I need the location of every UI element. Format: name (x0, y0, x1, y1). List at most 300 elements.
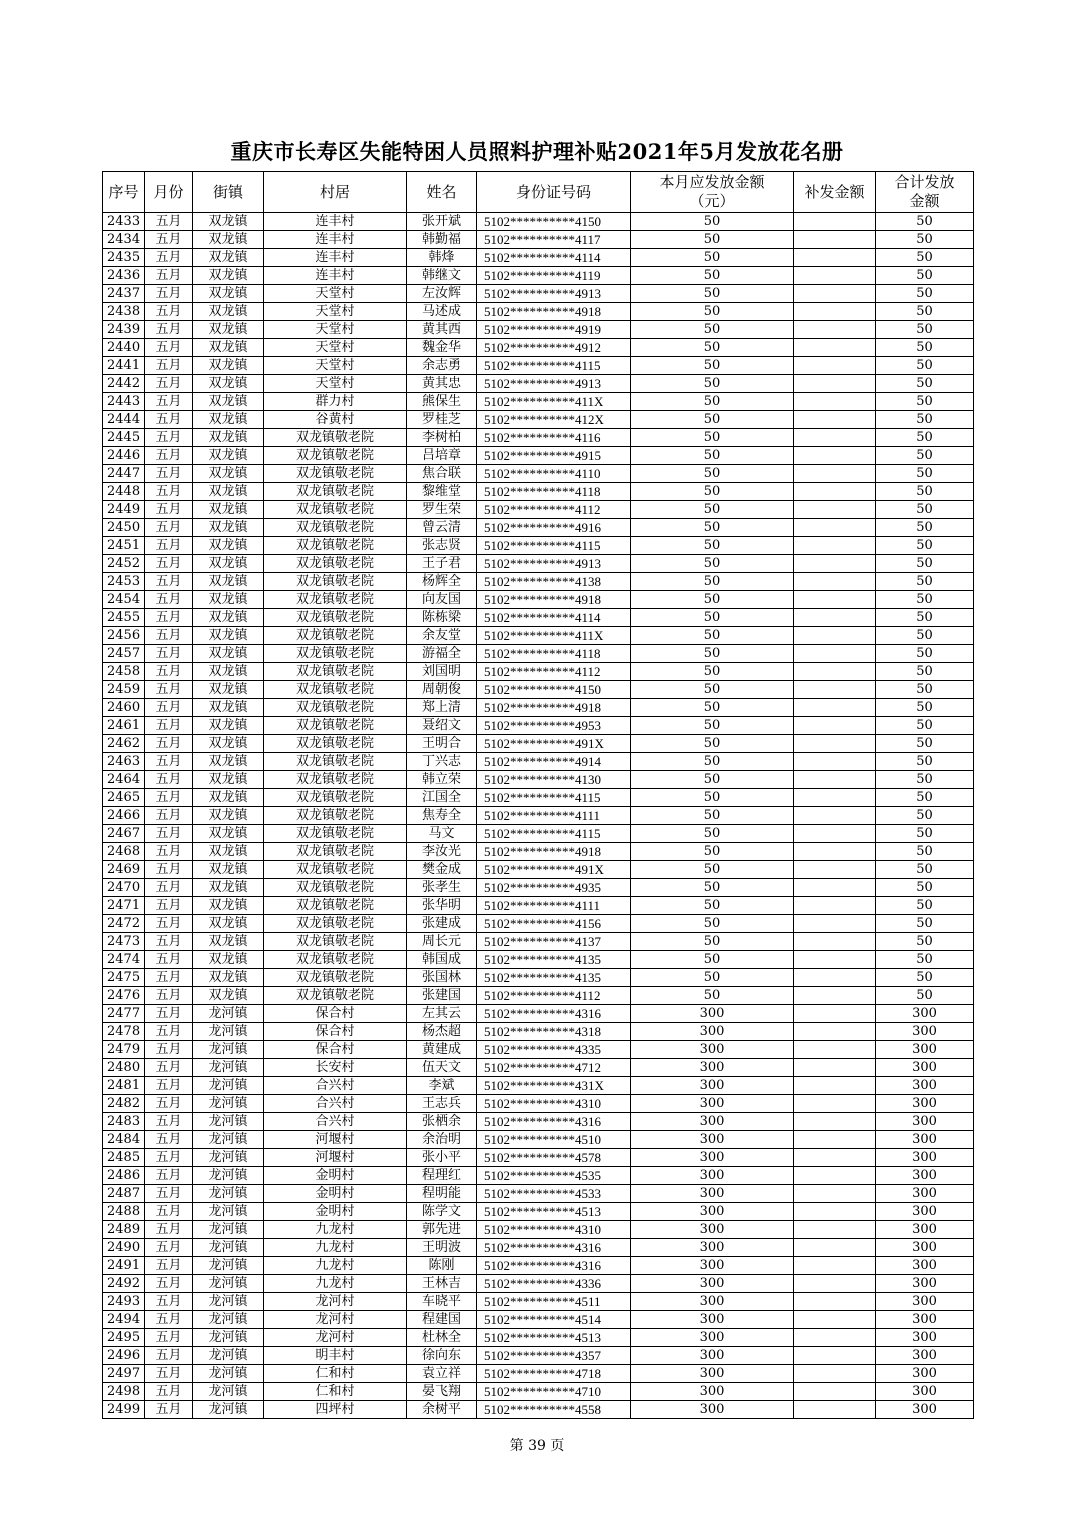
cell-name: 张志贤 (407, 537, 477, 555)
cell-amount: 50 (631, 573, 794, 591)
cell-month: 五月 (145, 1113, 193, 1131)
cell-month: 五月 (145, 1023, 193, 1041)
cell-amount: 50 (631, 249, 794, 267)
cell-id: 5102**********412X (477, 411, 631, 429)
cell-village: 九龙村 (264, 1257, 407, 1275)
cell-total: 50 (876, 249, 974, 267)
cell-seq: 2481 (103, 1077, 145, 1095)
cell-seq: 2478 (103, 1023, 145, 1041)
cell-total: 300 (876, 1023, 974, 1041)
cell-id: 5102**********4112 (477, 663, 631, 681)
cell-name: 丁兴志 (407, 753, 477, 771)
cell-month: 五月 (145, 1167, 193, 1185)
cell-month: 五月 (145, 591, 193, 609)
cell-name: 陈刚 (407, 1257, 477, 1275)
cell-amount: 300 (631, 1095, 794, 1113)
cell-month: 五月 (145, 1401, 193, 1419)
table-row (103, 951, 974, 969)
cell-seq: 2438 (103, 303, 145, 321)
cell-id: 5102**********4137 (477, 933, 631, 951)
cell-id: 5102**********4913 (477, 285, 631, 303)
cell-seq: 2458 (103, 663, 145, 681)
cell-seq: 2466 (103, 807, 145, 825)
cell-extra (794, 231, 876, 249)
cell-amount: 50 (631, 231, 794, 249)
cell-seq: 2497 (103, 1365, 145, 1383)
cell-seq: 2498 (103, 1383, 145, 1401)
cell-town: 龙河镇 (193, 1095, 264, 1113)
cell-id: 5102**********4110 (477, 465, 631, 483)
cell-village: 九龙村 (264, 1239, 407, 1257)
cell-seq: 2495 (103, 1329, 145, 1347)
cell-amount: 50 (631, 735, 794, 753)
header-extra: 补发金额 (794, 172, 876, 213)
cell-month: 五月 (145, 771, 193, 789)
cell-id: 5102**********4115 (477, 537, 631, 555)
cell-name: 杨杰超 (407, 1023, 477, 1041)
cell-extra (794, 1365, 876, 1383)
cell-amount: 50 (631, 771, 794, 789)
cell-town: 双龙镇 (193, 663, 264, 681)
cell-total: 50 (876, 483, 974, 501)
cell-id: 5102**********4150 (477, 681, 631, 699)
cell-name: 王子君 (407, 555, 477, 573)
cell-month: 五月 (145, 267, 193, 285)
table-row (103, 591, 974, 609)
cell-name: 周长元 (407, 933, 477, 951)
cell-village: 双龙镇敬老院 (264, 915, 407, 933)
cell-extra (794, 951, 876, 969)
cell-month: 五月 (145, 735, 193, 753)
table-row (103, 609, 974, 627)
cell-amount: 300 (631, 1005, 794, 1023)
table-row (103, 447, 974, 465)
cell-total: 50 (876, 303, 974, 321)
cell-town: 双龙镇 (193, 807, 264, 825)
table-row (103, 987, 974, 1005)
cell-seq: 2480 (103, 1059, 145, 1077)
table-row (103, 897, 974, 915)
cell-total: 50 (876, 573, 974, 591)
cell-amount: 300 (631, 1293, 794, 1311)
cell-month: 五月 (145, 303, 193, 321)
cell-town: 双龙镇 (193, 465, 264, 483)
cell-total: 50 (876, 627, 974, 645)
cell-seq: 2467 (103, 825, 145, 843)
cell-amount: 50 (631, 825, 794, 843)
cell-name: 罗生荣 (407, 501, 477, 519)
cell-amount: 50 (631, 717, 794, 735)
cell-town: 双龙镇 (193, 717, 264, 735)
cell-name: 黄其西 (407, 321, 477, 339)
cell-seq: 2483 (103, 1113, 145, 1131)
cell-name: 袁立祥 (407, 1365, 477, 1383)
cell-town: 双龙镇 (193, 501, 264, 519)
cell-extra (794, 879, 876, 897)
cell-amount: 300 (631, 1239, 794, 1257)
cell-village: 双龙镇敬老院 (264, 879, 407, 897)
table-row (103, 699, 974, 717)
table-row (103, 969, 974, 987)
table-row (103, 789, 974, 807)
cell-seq: 2494 (103, 1311, 145, 1329)
cell-total: 50 (876, 645, 974, 663)
cell-extra (794, 1041, 876, 1059)
cell-seq: 2435 (103, 249, 145, 267)
cell-village: 双龙镇敬老院 (264, 735, 407, 753)
cell-total: 50 (876, 393, 974, 411)
cell-month: 五月 (145, 717, 193, 735)
cell-extra (794, 915, 876, 933)
cell-total: 50 (876, 663, 974, 681)
cell-extra (794, 1167, 876, 1185)
cell-seq: 2477 (103, 1005, 145, 1023)
cell-seq: 2442 (103, 375, 145, 393)
cell-town: 双龙镇 (193, 267, 264, 285)
cell-id: 5102**********4119 (477, 267, 631, 285)
table-row (103, 1293, 974, 1311)
table-row (103, 1365, 974, 1383)
cell-total: 50 (876, 429, 974, 447)
cell-village: 双龙镇敬老院 (264, 483, 407, 501)
table-row (103, 1185, 974, 1203)
cell-amount: 300 (631, 1149, 794, 1167)
cell-town: 龙河镇 (193, 1023, 264, 1041)
cell-seq: 2461 (103, 717, 145, 735)
cell-town: 双龙镇 (193, 339, 264, 357)
cell-total: 300 (876, 1311, 974, 1329)
cell-extra (794, 429, 876, 447)
cell-name: 韩烽 (407, 249, 477, 267)
cell-extra (794, 1401, 876, 1419)
cell-amount: 50 (631, 267, 794, 285)
table-row (103, 1005, 974, 1023)
cell-total: 50 (876, 537, 974, 555)
cell-month: 五月 (145, 1059, 193, 1077)
cell-village: 双龙镇敬老院 (264, 897, 407, 915)
cell-extra (794, 807, 876, 825)
table-row (103, 771, 974, 789)
table-row (103, 357, 974, 375)
cell-name: 罗桂芝 (407, 411, 477, 429)
table-row (103, 249, 974, 267)
cell-month: 五月 (145, 231, 193, 249)
cell-extra (794, 483, 876, 501)
cell-month: 五月 (145, 681, 193, 699)
cell-total: 300 (876, 1329, 974, 1347)
cell-name: 黎维堂 (407, 483, 477, 501)
cell-amount: 300 (631, 1311, 794, 1329)
cell-id: 5102**********4913 (477, 555, 631, 573)
cell-village: 双龙镇敬老院 (264, 933, 407, 951)
cell-seq: 2476 (103, 987, 145, 1005)
cell-total: 50 (876, 267, 974, 285)
cell-total: 300 (876, 1221, 974, 1239)
cell-name: 张建成 (407, 915, 477, 933)
cell-name: 聂绍文 (407, 717, 477, 735)
cell-seq: 2463 (103, 753, 145, 771)
cell-id: 5102**********4918 (477, 699, 631, 717)
cell-seq: 2444 (103, 411, 145, 429)
cell-name: 陈学文 (407, 1203, 477, 1221)
cell-village: 双龙镇敬老院 (264, 969, 407, 987)
cell-seq: 2464 (103, 771, 145, 789)
cell-amount: 50 (631, 447, 794, 465)
cell-name: 焦寿全 (407, 807, 477, 825)
cell-amount: 300 (631, 1059, 794, 1077)
cell-total: 50 (876, 825, 974, 843)
table-row (103, 285, 974, 303)
cell-month: 五月 (145, 1329, 193, 1347)
cell-town: 双龙镇 (193, 393, 264, 411)
cell-town: 双龙镇 (193, 285, 264, 303)
cell-extra (794, 735, 876, 753)
cell-month: 五月 (145, 339, 193, 357)
cell-town: 龙河镇 (193, 1347, 264, 1365)
cell-name: 黄其忠 (407, 375, 477, 393)
cell-amount: 300 (631, 1401, 794, 1419)
cell-total: 300 (876, 1059, 974, 1077)
cell-id: 5102**********4150 (477, 213, 631, 231)
cell-id: 5102**********4111 (477, 897, 631, 915)
cell-town: 双龙镇 (193, 591, 264, 609)
cell-town: 双龙镇 (193, 897, 264, 915)
cell-extra (794, 213, 876, 231)
cell-town: 双龙镇 (193, 249, 264, 267)
cell-seq: 2484 (103, 1131, 145, 1149)
cell-extra (794, 519, 876, 537)
cell-seq: 2486 (103, 1167, 145, 1185)
cell-month: 五月 (145, 375, 193, 393)
cell-town: 龙河镇 (193, 1257, 264, 1275)
cell-extra (794, 411, 876, 429)
cell-name: 张孝生 (407, 879, 477, 897)
cell-amount: 50 (631, 519, 794, 537)
cell-village: 双龙镇敬老院 (264, 465, 407, 483)
cell-total: 300 (876, 1041, 974, 1059)
cell-total: 300 (876, 1239, 974, 1257)
cell-seq: 2468 (103, 843, 145, 861)
cell-village: 河堰村 (264, 1149, 407, 1167)
cell-seq: 2469 (103, 861, 145, 879)
cell-village: 连丰村 (264, 231, 407, 249)
cell-name: 李树柏 (407, 429, 477, 447)
table-row (103, 519, 974, 537)
cell-town: 龙河镇 (193, 1185, 264, 1203)
cell-village: 双龙镇敬老院 (264, 555, 407, 573)
cell-town: 龙河镇 (193, 1167, 264, 1185)
cell-id: 5102**********431X (477, 1077, 631, 1095)
cell-village: 天堂村 (264, 375, 407, 393)
cell-village: 双龙镇敬老院 (264, 573, 407, 591)
cell-town: 双龙镇 (193, 429, 264, 447)
cell-total: 300 (876, 1131, 974, 1149)
cell-town: 双龙镇 (193, 609, 264, 627)
cell-month: 五月 (145, 1149, 193, 1167)
cell-extra (794, 1203, 876, 1221)
cell-seq: 2471 (103, 897, 145, 915)
cell-village: 明丰村 (264, 1347, 407, 1365)
cell-amount: 300 (631, 1077, 794, 1095)
cell-name: 游福全 (407, 645, 477, 663)
cell-month: 五月 (145, 1185, 193, 1203)
cell-extra (794, 1113, 876, 1131)
cell-seq: 2440 (103, 339, 145, 357)
cell-seq: 2459 (103, 681, 145, 699)
cell-town: 双龙镇 (193, 519, 264, 537)
cell-amount: 300 (631, 1257, 794, 1275)
cell-village: 双龙镇敬老院 (264, 789, 407, 807)
cell-total: 50 (876, 231, 974, 249)
cell-town: 双龙镇 (193, 879, 264, 897)
cell-town: 双龙镇 (193, 951, 264, 969)
cell-amount: 50 (631, 465, 794, 483)
cell-amount: 50 (631, 789, 794, 807)
cell-seq: 2445 (103, 429, 145, 447)
cell-village: 双龙镇敬老院 (264, 429, 407, 447)
cell-id: 5102**********4316 (477, 1239, 631, 1257)
cell-amount: 300 (631, 1347, 794, 1365)
cell-extra (794, 1077, 876, 1095)
cell-extra (794, 1131, 876, 1149)
header-amount-line2: （元） (689, 192, 735, 210)
cell-month: 五月 (145, 1347, 193, 1365)
cell-id: 5102**********4318 (477, 1023, 631, 1041)
table-row (103, 537, 974, 555)
cell-extra (794, 627, 876, 645)
cell-extra (794, 267, 876, 285)
cell-name: 王志兵 (407, 1095, 477, 1113)
cell-town: 双龙镇 (193, 573, 264, 591)
cell-amount: 50 (631, 321, 794, 339)
cell-extra (794, 1221, 876, 1239)
cell-town: 双龙镇 (193, 357, 264, 375)
cell-name: 周朝俊 (407, 681, 477, 699)
cell-total: 50 (876, 861, 974, 879)
cell-seq: 2492 (103, 1275, 145, 1293)
cell-amount: 50 (631, 663, 794, 681)
cell-village: 双龙镇敬老院 (264, 591, 407, 609)
cell-month: 五月 (145, 357, 193, 375)
cell-id: 5102**********4130 (477, 771, 631, 789)
page-title: 重庆市长寿区失能特困人员照料护理补贴2021年5月发放花名册 (230, 139, 844, 164)
cell-id: 5102**********4935 (477, 879, 631, 897)
table-row (103, 735, 974, 753)
cell-month: 五月 (145, 447, 193, 465)
cell-name: 王林吉 (407, 1275, 477, 1293)
cell-total: 50 (876, 843, 974, 861)
cell-amount: 50 (631, 555, 794, 573)
cell-village: 九龙村 (264, 1275, 407, 1293)
cell-extra (794, 825, 876, 843)
cell-town: 双龙镇 (193, 627, 264, 645)
cell-amount: 50 (631, 627, 794, 645)
cell-extra (794, 447, 876, 465)
table-row (103, 1329, 974, 1347)
cell-town: 双龙镇 (193, 825, 264, 843)
cell-town: 双龙镇 (193, 555, 264, 573)
cell-total: 50 (876, 951, 974, 969)
table-row (103, 1347, 974, 1365)
cell-name: 刘国明 (407, 663, 477, 681)
cell-name: 车晓平 (407, 1293, 477, 1311)
cell-village: 仁和村 (264, 1365, 407, 1383)
cell-village: 龙河村 (264, 1293, 407, 1311)
table-row (103, 807, 974, 825)
table-row (103, 1023, 974, 1041)
cell-town: 龙河镇 (193, 1401, 264, 1419)
cell-village: 双龙镇敬老院 (264, 987, 407, 1005)
cell-total: 300 (876, 1077, 974, 1095)
cell-month: 五月 (145, 465, 193, 483)
cell-month: 五月 (145, 915, 193, 933)
cell-village: 双龙镇敬老院 (264, 951, 407, 969)
cell-village: 群力村 (264, 393, 407, 411)
cell-id: 5102**********4918 (477, 591, 631, 609)
cell-total: 300 (876, 1293, 974, 1311)
table-row (103, 303, 974, 321)
cell-month: 五月 (145, 1311, 193, 1329)
cell-village: 四坪村 (264, 1401, 407, 1419)
cell-village: 金明村 (264, 1167, 407, 1185)
cell-extra (794, 609, 876, 627)
cell-total: 50 (876, 933, 974, 951)
cell-village: 双龙镇敬老院 (264, 645, 407, 663)
cell-total: 50 (876, 609, 974, 627)
cell-name: 熊保生 (407, 393, 477, 411)
cell-id: 5102**********4916 (477, 519, 631, 537)
cell-seq: 2455 (103, 609, 145, 627)
cell-name: 马述成 (407, 303, 477, 321)
cell-amount: 300 (631, 1275, 794, 1293)
cell-village: 双龙镇敬老院 (264, 861, 407, 879)
cell-total: 50 (876, 789, 974, 807)
cell-total: 50 (876, 753, 974, 771)
cell-village: 双龙镇敬老院 (264, 825, 407, 843)
cell-village: 双龙镇敬老院 (264, 771, 407, 789)
cell-id: 5102**********4118 (477, 483, 631, 501)
cell-total: 300 (876, 1203, 974, 1221)
cell-seq: 2439 (103, 321, 145, 339)
cell-name: 韩国成 (407, 951, 477, 969)
cell-extra (794, 303, 876, 321)
cell-seq: 2446 (103, 447, 145, 465)
cell-village: 连丰村 (264, 213, 407, 231)
cell-amount: 300 (631, 1329, 794, 1347)
cell-id: 5102**********4117 (477, 231, 631, 249)
cell-extra (794, 753, 876, 771)
cell-id: 5102**********4357 (477, 1347, 631, 1365)
cell-extra (794, 645, 876, 663)
cell-seq: 2451 (103, 537, 145, 555)
cell-seq: 2482 (103, 1095, 145, 1113)
cell-id: 5102**********4316 (477, 1005, 631, 1023)
cell-id: 5102**********4336 (477, 1275, 631, 1293)
cell-total: 300 (876, 1095, 974, 1113)
cell-name: 左其云 (407, 1005, 477, 1023)
cell-extra (794, 249, 876, 267)
cell-amount: 50 (631, 987, 794, 1005)
cell-month: 五月 (145, 483, 193, 501)
cell-total: 50 (876, 555, 974, 573)
cell-name: 程理红 (407, 1167, 477, 1185)
cell-village: 天堂村 (264, 357, 407, 375)
cell-name: 左汝辉 (407, 285, 477, 303)
cell-amount: 50 (631, 897, 794, 915)
cell-extra (794, 933, 876, 951)
cell-amount: 50 (631, 429, 794, 447)
cell-amount: 300 (631, 1221, 794, 1239)
